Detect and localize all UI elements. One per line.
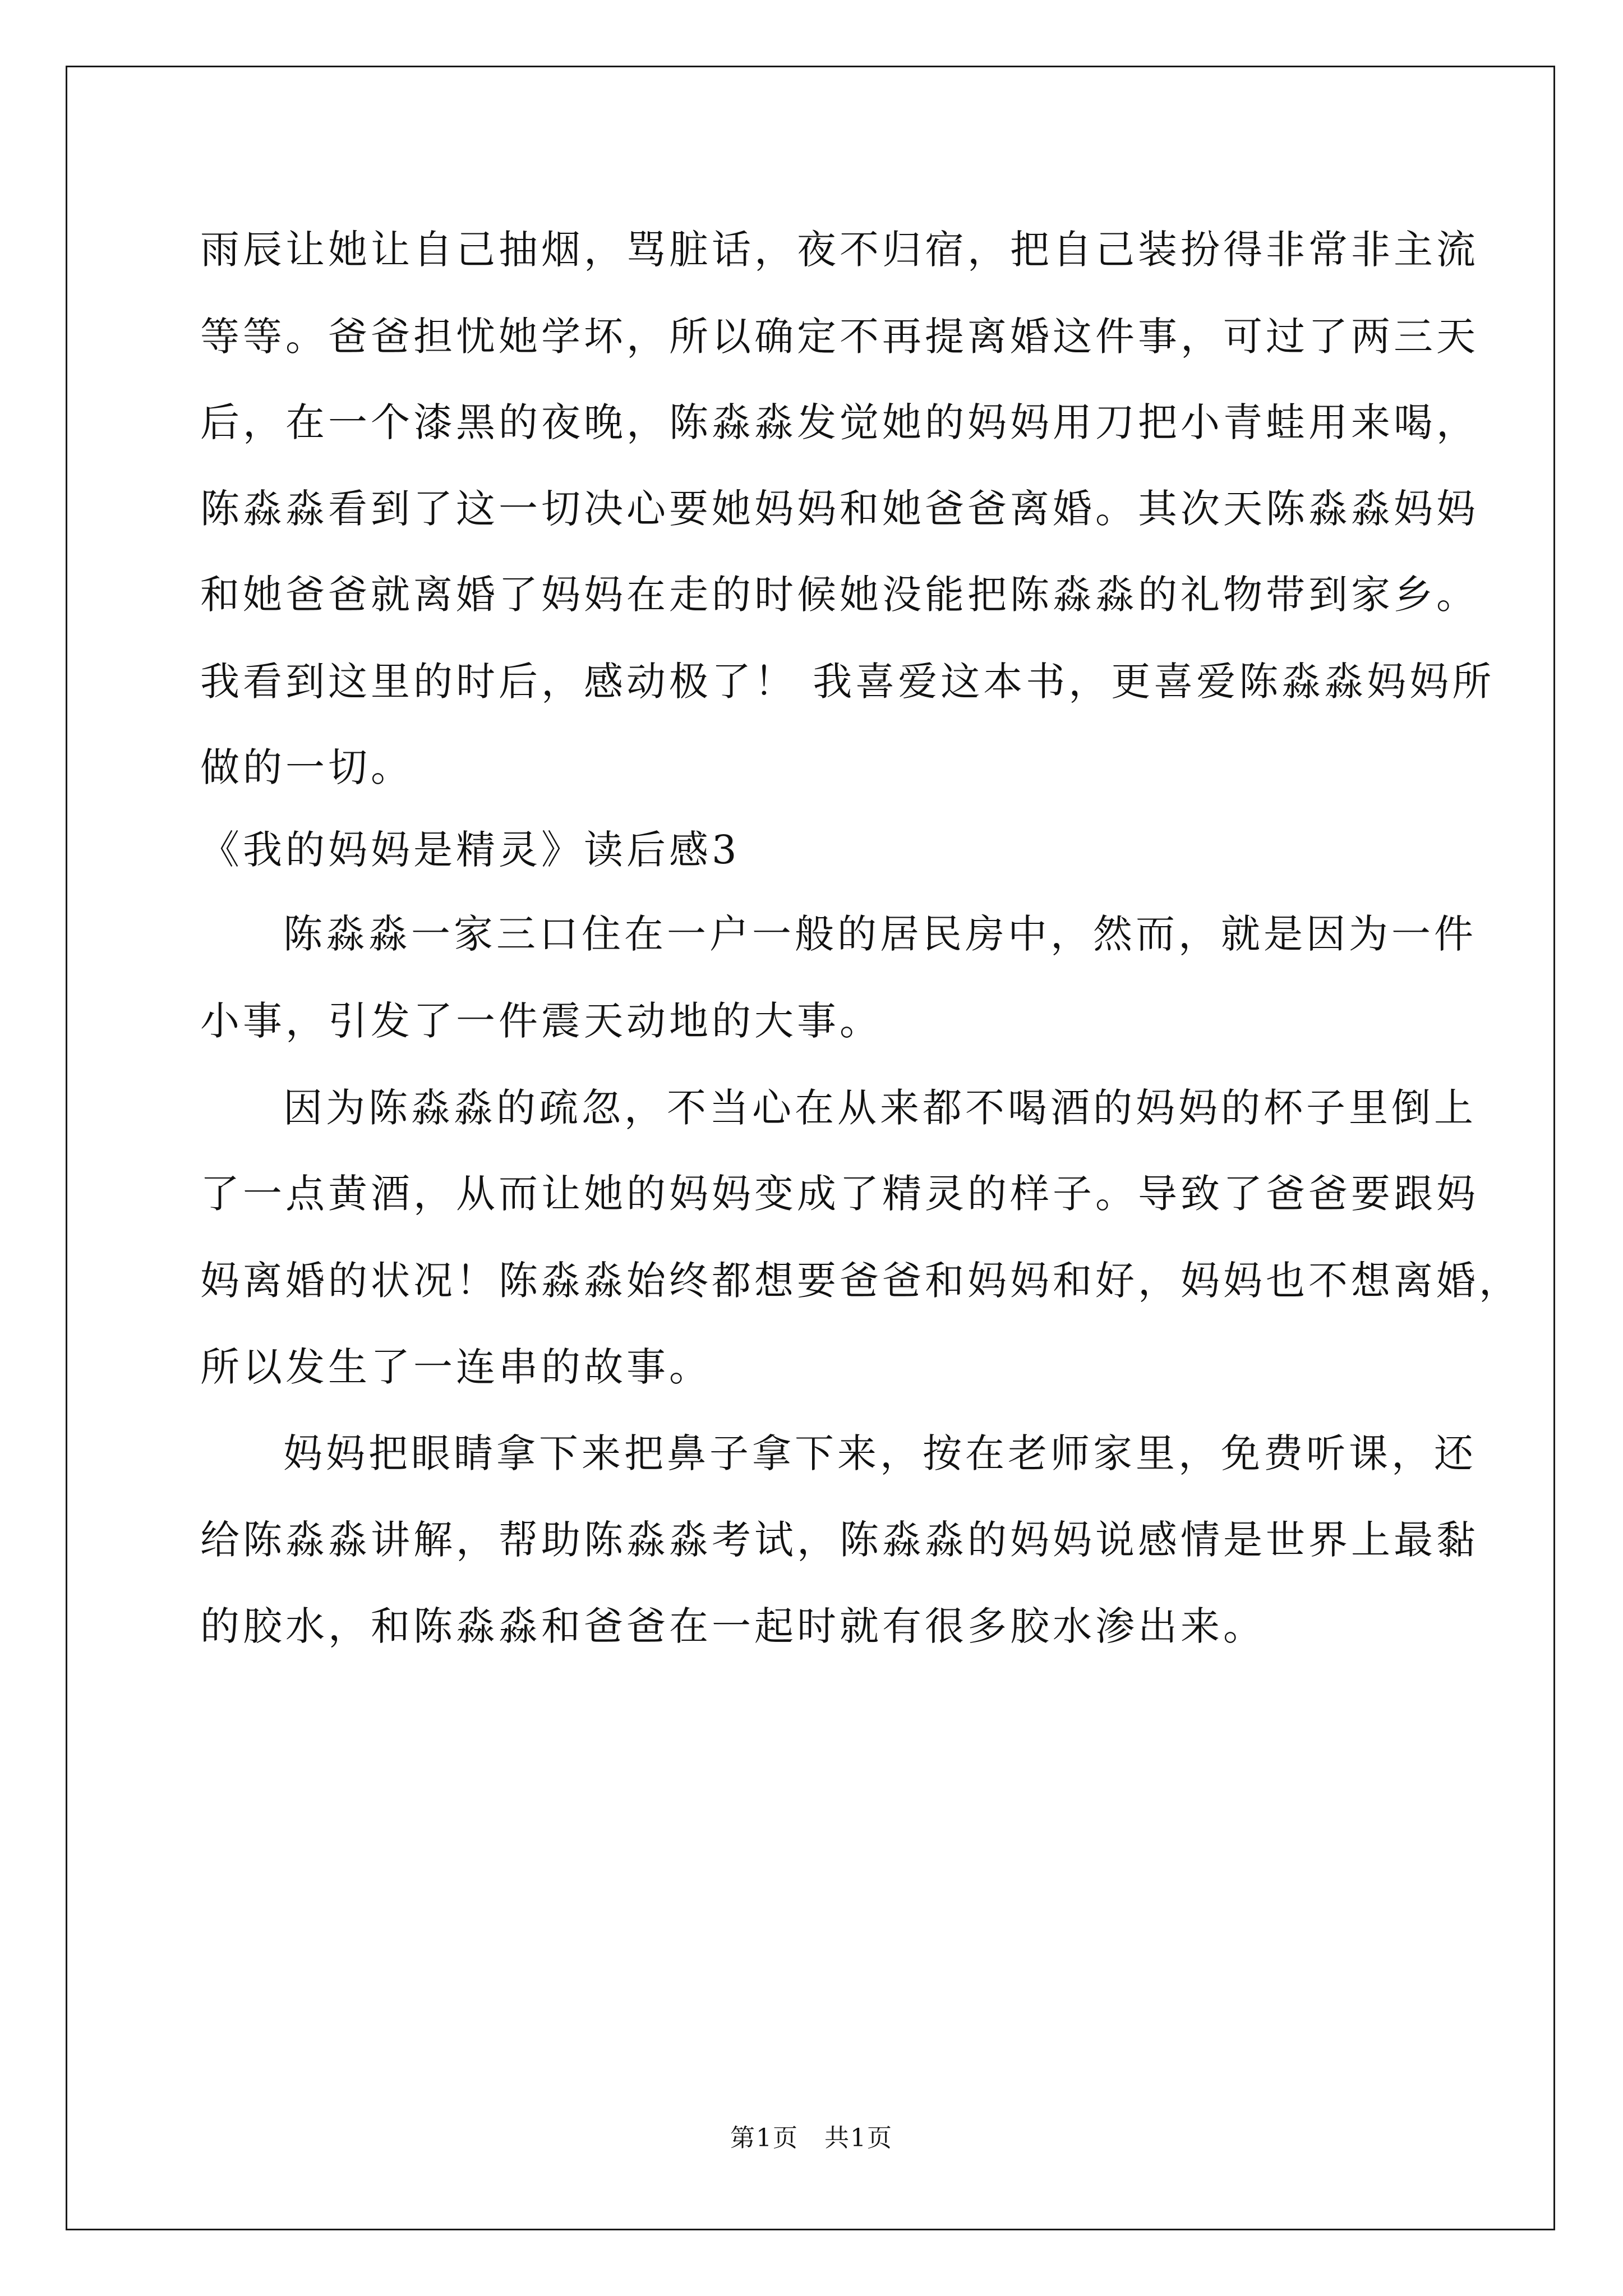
text-line: 做的一切。: [200, 744, 413, 790]
paragraph-line: 妈妈把眼睛拿下来把鼻子拿下来，按在老师家里，免费听课，还: [283, 1430, 1477, 1476]
paragraph-line: 所以发生了一连串的故事。: [200, 1344, 712, 1390]
section-title: 《我的妈妈是精灵》读后感3: [200, 827, 740, 873]
paragraph-line: 的胶水，和陈淼淼和爸爸在一起时就有很多胶水渗出来。: [200, 1603, 1266, 1649]
text-line: 我看到这里的时后，感动极了！ 我喜爱这本书，更喜爱陈淼淼妈妈所: [200, 659, 1495, 705]
paragraph-line: 陈淼淼一家三口住在一户一般的居民房中，然而，就是因为一件: [283, 911, 1477, 957]
text-line: 和她爸爸就离婚了妈妈在走的时候她没能把陈淼淼的礼物带到家乡。: [200, 572, 1479, 618]
paragraph-line: 给陈淼淼讲解，帮助陈淼淼考试，陈淼淼的妈妈说感情是世界上最黏: [200, 1517, 1479, 1563]
text-line: 后，在一个漆黑的夜晚，陈淼淼发觉她的妈妈用刀把小青蛙用来喝，: [200, 399, 1479, 445]
page-number: 第1页 共1页: [730, 2124, 893, 2152]
text-line: 等等。爸爸担忧她学坏，所以确定不再提离婚这件事，可过了两三天: [200, 314, 1479, 360]
paragraph-line: 妈离婚的状况！陈淼淼始终都想要爸爸和妈妈和好，妈妈也不想离婚，: [200, 1258, 1521, 1304]
paragraph-line: 了一点黄酒，从而让她的妈妈变成了精灵的样子。导致了爸爸要跟妈: [200, 1171, 1479, 1217]
paragraph-line: 因为陈淼淼的疏忽，不当心在从来都不喝酒的妈妈的杯子里倒上: [283, 1085, 1477, 1131]
text-line: 雨辰让她让自己抽烟，骂脏话，夜不归宿，把自己装扮得非常非主流: [200, 227, 1479, 273]
page-border: [66, 66, 1555, 2230]
text-line: 陈淼淼看到了这一切决心要她妈妈和她爸爸离婚。其次天陈淼淼妈妈: [200, 486, 1479, 532]
paragraph-line: 小事，引发了一件震天动地的大事。: [200, 998, 882, 1044]
